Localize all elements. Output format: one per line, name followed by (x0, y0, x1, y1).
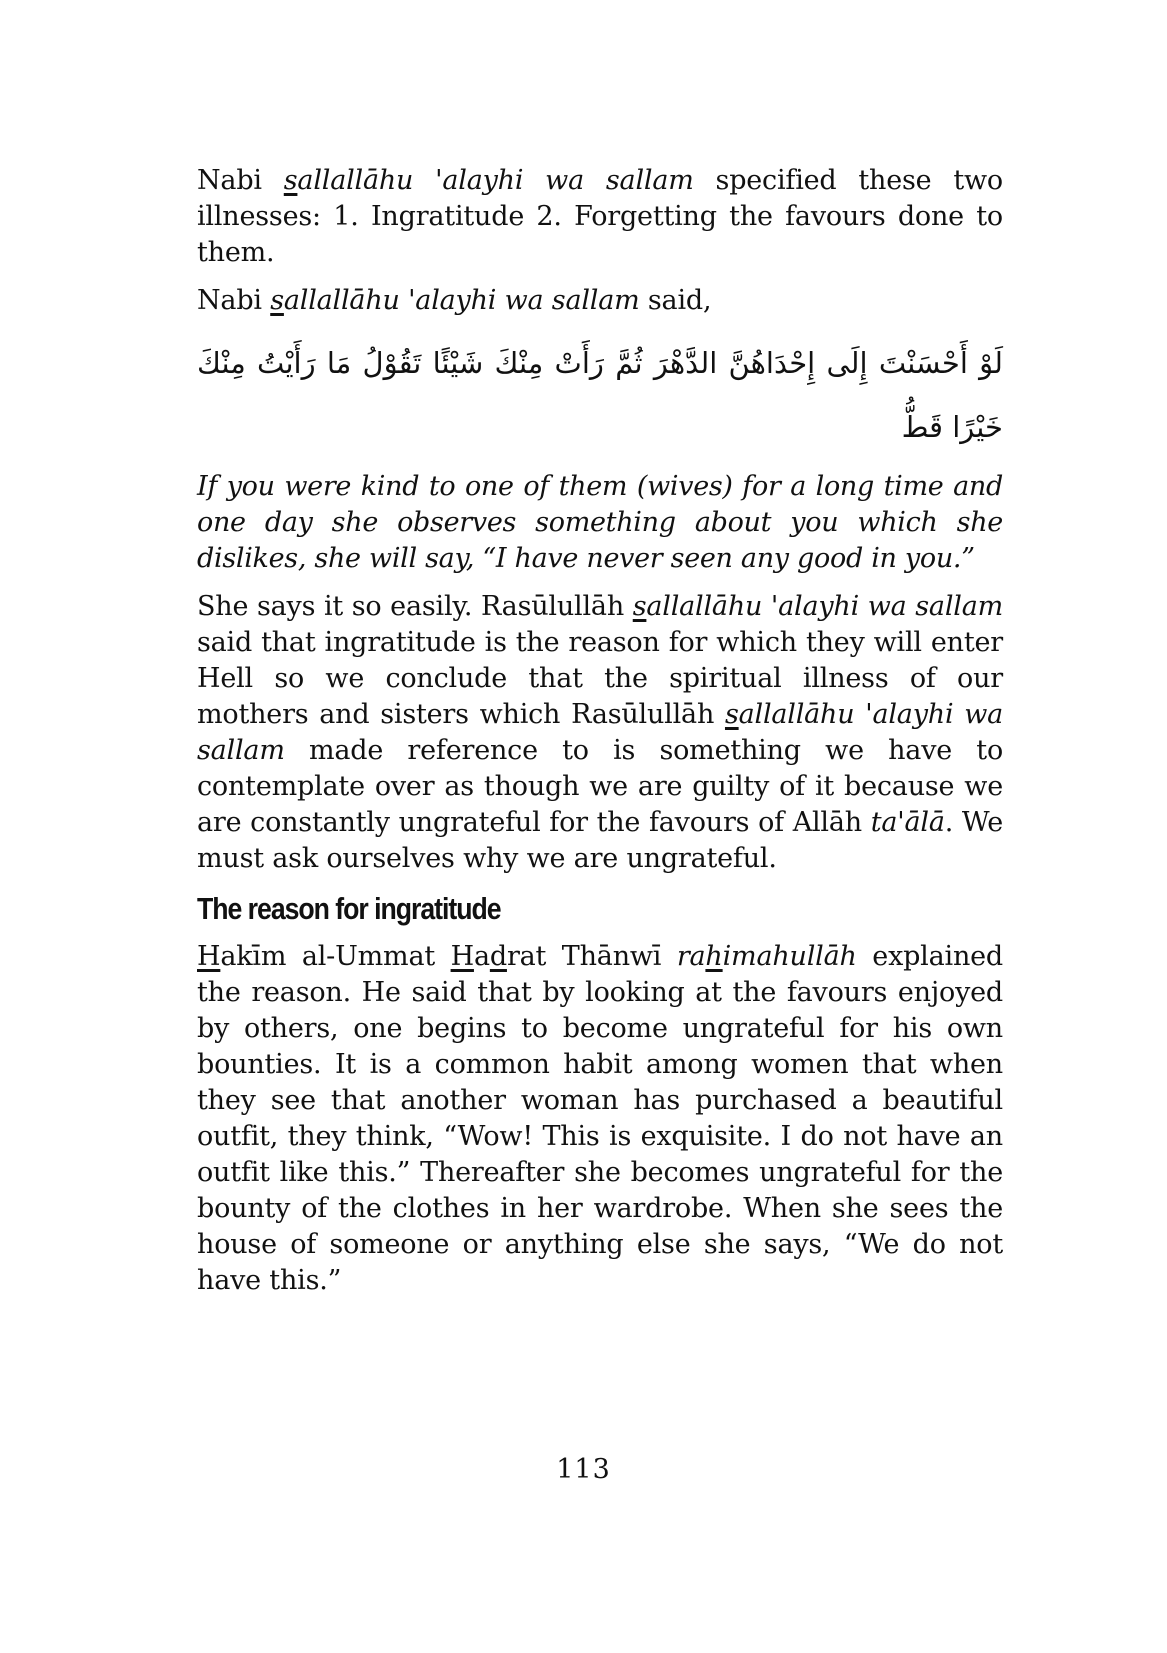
text-run: said, (639, 285, 712, 316)
styled-text-run: H (197, 941, 221, 972)
styled-text-run: h (705, 941, 723, 972)
paragraph-illnesses (197, 163, 1003, 271)
styled-text-run: ra (676, 941, 706, 972)
styled-text-run: imahullāh (722, 941, 857, 972)
styled-text-run: ta'ālā (870, 807, 945, 838)
paragraph-ingratitude-reason (197, 589, 1003, 877)
text-run: made reference to is something we have to contemplate over as though we are guilty of it because we are constantly ungrateful for the favours of Allāh (197, 735, 1003, 838)
text-run: rat Thānwī (506, 941, 677, 972)
styled-text-run: allallāhu 'alayhi wa sallam (283, 285, 640, 316)
book-page-content (197, 163, 1003, 1299)
styled-text-run: allallāhu 'alayhi wa sallam (197, 699, 1004, 766)
styled-text-run: s (283, 165, 298, 196)
styled-text-run: s (270, 285, 284, 316)
text-run: akīm al-Ummat (220, 941, 451, 972)
styled-text-run: s (632, 591, 647, 622)
text-run: She says it so easily. Rasūlullāh (197, 591, 633, 622)
text-run: said that ingratitude is the reason for which they will enter Hell so we conclude that the spiritual illness of our mothers and sisters which Rasūlullāh (197, 627, 1003, 730)
hadith-translation: If you were kind to one of them (wives) for a long time and one day she observes something about you which she dislikes, she will say, “I have never seen any good in you.” (197, 471, 1003, 574)
page-number: 113 (556, 1454, 611, 1485)
text-run: explained the reason. He said that by looking at the favours enjoyed by others, one begins to become ungrateful for his own bounties. It is a common habit among women that when they see that another woman has purchased a beautiful outfit, they think, “Wow! This is exquisite. I do not have an outfit like this.” Thereafter she becomes ungrateful for the bounty of the clothes in her wardrobe. When she sees the house of someone or anything else she says, “We do not have this.” (197, 941, 1003, 1296)
section-heading: The reason for ingratitude (197, 891, 501, 926)
styled-text-run: H (450, 941, 474, 972)
styled-text-run: allallāhu 'alayhi wa sallam (646, 591, 1003, 622)
text-run: Nabi (197, 285, 271, 316)
text-run: Nabi (197, 165, 284, 196)
styled-text-run: d (489, 941, 507, 972)
paragraph-nabi-said (197, 283, 1003, 319)
text-run: specified these two illnesses: 1. Ingratitude 2. Forgetting the favours done to them. (197, 165, 1003, 268)
arabic-hadith: لَوْ أَحْسَنْتَ إِلَى إِحْدَاهُنَّ الدَّهْرَ ثُمَّ رَأَتْ مِنْكَ شَيْئًا تَقُوْلُ مَا رَأَيْتُ مِنْكَ خَيْرًا قَطُّ (197, 346, 1003, 444)
paragraph-thanwi-explanation (197, 939, 1003, 1299)
text-run: . We must ask ourselves why we are ungrateful. (197, 807, 1003, 874)
text-run: a (473, 941, 490, 972)
styled-text-run: s (724, 699, 739, 730)
styled-text-run: allallāhu 'alayhi wa sallam (297, 165, 694, 196)
